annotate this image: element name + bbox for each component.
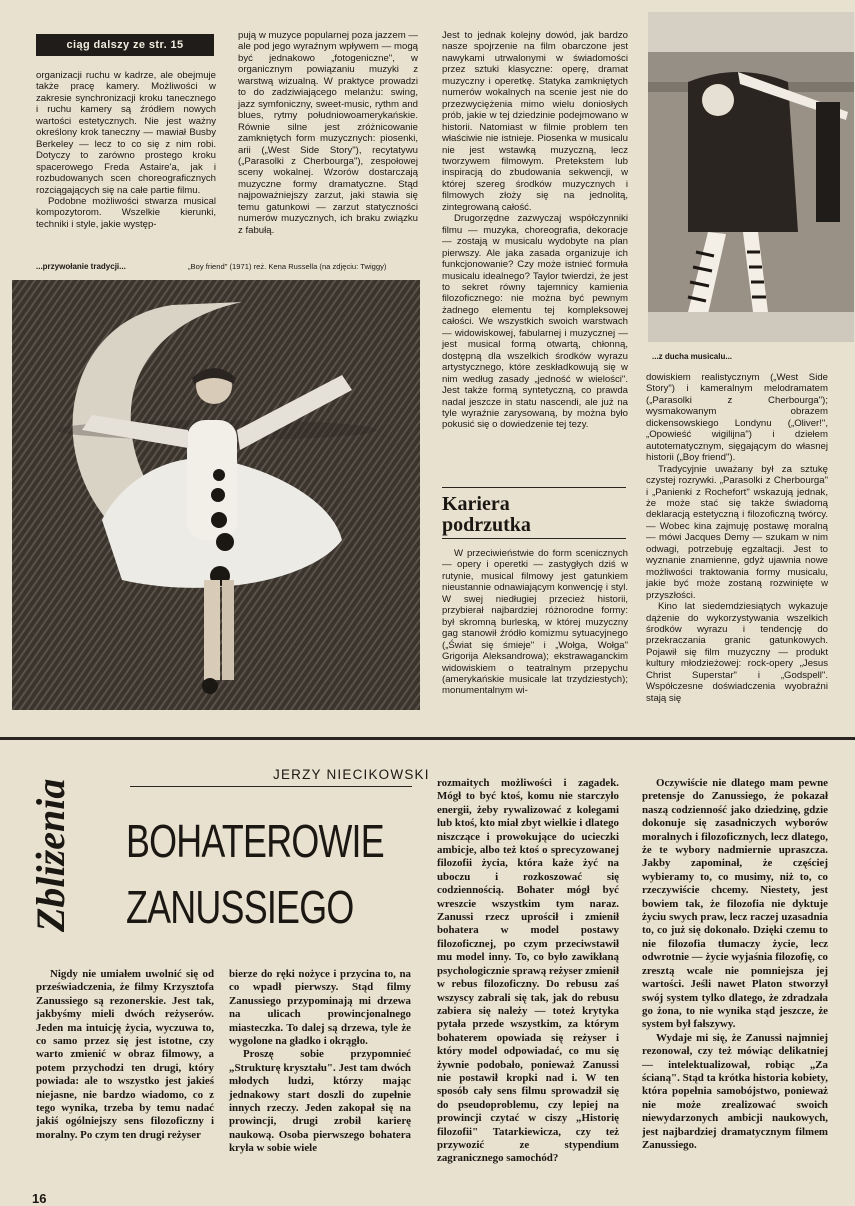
paragraph: Drugorzędne zazwyczaj współczynniki filmu — muzyka, choreografia, dekoracje — zostają w musicalu wydobyte na plan pierwszy. Ale jaka zasada organizuje ich funkcjonowanie? Czy może istnieć formuła musicalu idealnego? Taylor twierdzi, że jest to sekret równy tajemnicy kamienia filozoficznego: nie można być pewnym żadnego elementu tej kompleksowej całości. We wszystkich swoich warstwach — widowiskowej, fabularnej i muzycznej — jest musical formą otwartą, chłonną, dostępną dla wszelkich środków wyrazu artystycznego, które zeskładkowują się w nim według zasady „jedność w wielości". Jest także formą syntetyczną, co prawda nadal jeszcze in statu nascendi, ale już na tyle wyraźnie zarysowaną, by można było pokusić się o dowiedzenie tej tezy. [442, 213, 628, 431]
article-b-column-2 [229, 968, 411, 1156]
paragraph: Nigdy nie umiałem uwolnić się od przeświadczenia, że filmy Krzysztofa Zanussiego są rezonerskie. Jest tak, jakbyśmy mieli dwóch reżyserów. Jeden ma intuicję życia, wyczuwa to, co samo przez się jest istotne, czy warto zmienić w obraz filmowy, a potem przychodzi ten drugi, który powiada: ale to wszystko jest jakieś niejasne, nie bardzo wiadomo, co z tego wynika, trzeba by temu nadać jakiś ogólniejszy sens filozoficzny i moralny. Po czym ten drugi reżyser [36, 968, 214, 1141]
heading-rule-top [442, 487, 626, 488]
headline-line-2: ZANUSSIEGO [126, 881, 354, 933]
photo-caption-left: ...przywołanie tradycji... [36, 262, 126, 271]
paragraph: dowiskiem realistycznym („West Side Story") i kameralnym melodramatem („Parasolki z Cherbourga"); wysmakowanym obrazem dickensowskiego Londynu („Oliver!", „Opowieść wigilijna") i dziełem autotematycznym, sięgającym do własnej historii („Boy friend"). [646, 372, 828, 464]
article-column-1 [36, 70, 216, 230]
pierrot-figure-photo [648, 12, 854, 342]
byline-rule [130, 786, 412, 787]
section-divider [0, 737, 855, 740]
page-number: 16 [32, 1191, 47, 1206]
paragraph: Kino lat siedemdziesiątych wykazuje dążenie do wykorzystywania wszelkich środków wyrazu i tendencję do przekraczania granic gatunkowych. Pojawił się film muzyczny — produkt kultury młodzieżowej: rock-opery „Jesus Christ Superstar" i „Godspell". Współczesne doświadczenia wyobraźni stają się [646, 601, 828, 704]
paragraph: W przeciwieństwie do form scenicznych — opery i operetki — zastygłych dziś w rutynie, musical filmowy jest gatunkiem nieustannie odnawiającym konwencję i styl. W swej niedługiej przecież historii, przybierał najbardziej różnorodne formy: był skromną burleską, w której muzyczny gag stanowił źródło komizmu sytuacyjnego („Świat się śmieje" i „Wołga, Wołga" Grigorija Aleksandrowa); ekstrawaganckim widowiskiem o teatralnym przepychu (amerykańskie musicale lat trzydziestych); monumentalnym wi- [442, 548, 628, 697]
paragraph: Wydaje mi się, że Zanussi najmniej rezonował, czy też mówiąc delikatniej — intelektualizował, robiąc „Za ścianą". Stąd ta krótka historia kobiety, która popełnia samobójstwo, ponieważ nie może zrealizować swoich niewydarzonych ambicji naukowych, jest najbardziej dramatycznym filmem Zanussiego. [642, 1031, 828, 1151]
continued-banner: ciąg dalszy ze str. 15 [36, 34, 214, 56]
paragraph: organizacji ruchu w kadrze, ale obejmuje także pracę kamery. Możliwości w zakresie synchronizacji kroku tanecznego i ruchu kamery są źródłem nowych wartości estetycznych. Nie jest ważny określony krok taneczny — mawiał Busby Berkeley — lecz to co się z nim robi. Dotyczy to zarówno prostego kroku spacerowego Freda Astaire'a, jak i rozbudowanych scen choreograficznych rozciągających się na całe partie filmu. [36, 70, 216, 196]
article-column-4 [646, 372, 828, 704]
moon-dancer-photo [12, 280, 420, 710]
section-heading: Kariera podrzutka [442, 493, 531, 536]
paragraph: Tradycyjnie uważany był za sztukę czystej rozrywki. „Parasolki z Cherbourga" i „Panienki z Rochefort" wskazują jednak, że może stać się także świadomą deklaracją estetyczną i filozoficzną twórcy. — Wobec kina zajmuję postawę moralną — mówi Jacques Demy — szukam w nim odwagi, potrzebuję egzaltacji. Jest to wyznanie znamienne, gdyż ujawnia nowe możliwości traktowania formy musicalu, jakie być może zostaną rozwinięte w przyszłości. [646, 463, 828, 601]
paragraph: rozmaitych możliwości i zagadek. Mógł to być ktoś, komu nie starczyło energii, żeby rywalizować z kolegami lub ktoś, kto miał zbyt wielkie i dlatego niszczące i prowokujące do ucieczki ambicje, albo też ktoś o sprecyzowanej filozofii życia, która każe żyć na uboczu i rozkoszować się codziennością. Bohater mógł być wreszcie wszystkim tym naraz. Zanussi rzecz uprościł i zmienił bohatera w model postawy filozoficznej, po czym przeciwstawił mu model inny. To, co było zawikłaną psychologicznie sprawą reżyser zmienił w rebus filozoficzny. Do rebusu zaś wszyscy zabrali się tak, jak do rebusu zabiera się należy — toteż krytyka pytała przede wszystkim, za którym bohaterem opowiada się reżyser i który model odpowiadać, co mu się żywnie podobało, ponieważ Zanussi nie postawił kropki nad i. W ten sposób cały sens filmu sprowadził się do pseudoproblemu, czy lepiej na prowincji czytać w ciszy „Historię filozofii" Tatarkiewicza, czy też przywozić ze stypendium zagranicznego samochód? [437, 777, 619, 1165]
photo-caption-center: „Boy friend" (1971) reż. Kena Russella (na zdjęciu: Twiggy) [188, 262, 387, 271]
author-byline: JERZY NIECIKOWSKI [273, 767, 430, 782]
article-column-3b [442, 548, 628, 697]
logo-lettering: Zbliżenia [28, 778, 73, 932]
paragraph: Jest to jednak kolejny dowód, jak bardzo nasze spojrzenie na film obarczone jest nawykami utrwalonymi w świadomości przez sztuki klasyczne: operę, dramat muzyczny i operetkę. Statyka zamkniętych numerów wokalnych na scenie jest nie do przezwyciężenia mimo wielu doniosłych prób, jakie w tej dziedzinie podejmowano w historii. Natomiast w filmie problem ten właściwie nie istnieje. Piosenka w musicalu nie jest wstawką muzyczną, lecz tworzywem filmowym. Pretekstem lub inspiracją do zbudowania sekwencji, w której szereg środków muzycznych i filmowych złoży się na jednolitą, zintegrowaną całość. [442, 30, 628, 213]
photo-caption-right: ...z ducha musicalu... [652, 352, 733, 361]
paragraph: Podobne możliwości stwarza musical kompozytorom. Wszelkie kierunki, techniki i style, jakie występ- [36, 195, 216, 230]
heading-rule-bottom [442, 538, 626, 539]
paragraph: Proszę sobie przypomnieć „Strukturę kryształu". Jest tam dwóch młodych ludzi, którzy mając jednakowy start doszli do zupełnie innych rzeczy. Jeden zakopał się na prowincji, drugi zrobił karierę naukową. Osoba pierwszego bohatera kryła w sobie wiele [229, 1048, 411, 1155]
article-b-column-4 [642, 777, 828, 1152]
paragraph: pują w muzyce popularnej poza jazzem — ale pod jego wyraźnym wpływem — mogą być jednakowo „fotogeniczne", w organicznym powiązaniu muzyki z warstwą wizualną. W praktyce prowadzi to do zadziwiającego melanżu: swing, jazz symfoniczny, sweet-music, rythm and blues, rytmy południowoamerykańskie. Równie silne jest zróżnicowanie zamkniętych form muzycznych: piosenki, arii („West Side Story"), recytatywu („Parasolki z Cherbourga"), zespołowej sceny wokalnej. Wzorów dostarczają muzyczne formy dramatyczne. Stąd najpoważniejszy zarzut, jaki stawia się temu gatunkowi — zarzut statyczności numerów muzycznych, ich braku związku z fabułą. [238, 30, 418, 236]
article-headline [126, 808, 384, 940]
article-b-column-3 [437, 777, 619, 1166]
article-column-2 [238, 30, 418, 236]
zblizenia-logo [20, 768, 78, 934]
article-b-column-1 [36, 968, 214, 1142]
paragraph: Oczywiście nie dlatego mam pewne pretensje do Zanussiego, że pokazał naszą codzienność jako dziedzinę, gdzie dokonuje się zasadniczych wyborów moralnych i filozoficznych, lecz dlatego, że te wybory nadmiernie upraszcza. Jakby zapominał, że częściej wybieramy to, co musimy, niż to, co rzeczywiście chcemy. Niestety, jest bowiem tak, że filozofia nie dyktuje życiu swych praw, lecz raczej uzasadnia to, co już się dokonało. Dzięki czemu to nie filozofia tłumaczy życie, lecz odwrotnie — życie wyjaśnia filozofię, co zresztą wcale nie pomniejsza jej wartości. Jeśli nawet Platon stworzył swój system tylko dlatego, że zdradzała go żona, to nie wynika stąd jeszcze, że system był fałszywy. [642, 777, 828, 1031]
article-column-3 [442, 30, 628, 431]
paragraph: bierze do ręki nożyce i przycina to, na co wpadł pierwszy. Stąd filmy Zanussiego przypominają mi drzewa na ulicach prowincjonalnego miasteczka. To dalej są drzewa, tyle że wygolone na gładko i okrągło. [229, 968, 411, 1048]
headline-line-1: BOHATEROWIE [126, 815, 384, 867]
